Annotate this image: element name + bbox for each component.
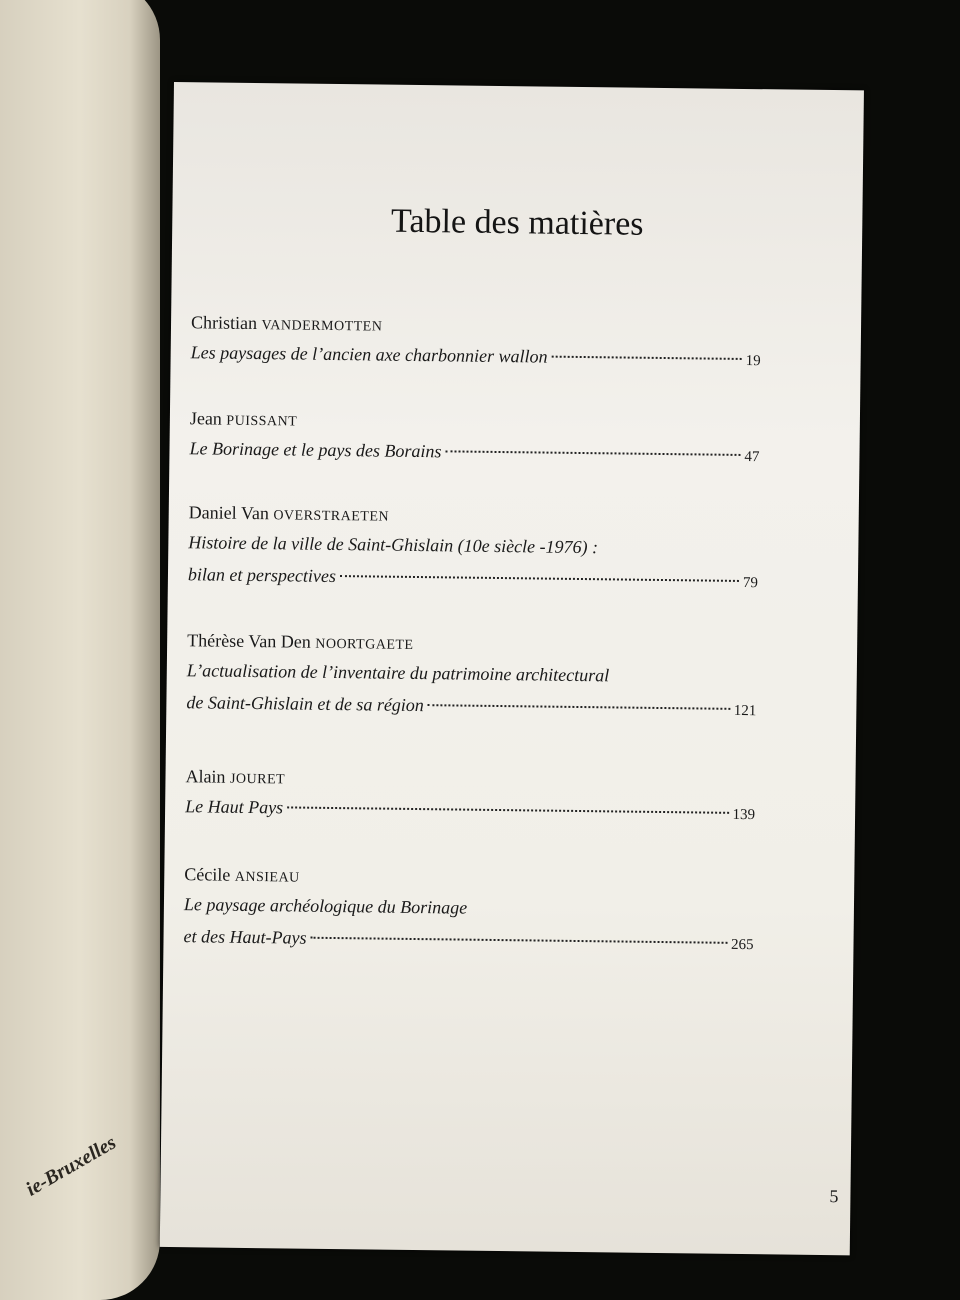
toc-entry bbox=[191, 308, 762, 375]
author-first-name: Christian bbox=[190, 312, 258, 334]
leader-dots bbox=[428, 704, 730, 710]
author-last-name: PUISSANT bbox=[226, 413, 298, 430]
left-page-stamp: ie-Bruxelles bbox=[22, 1131, 120, 1201]
toc-title-line bbox=[191, 336, 761, 375]
author-last-name: OVERSTRAETEN bbox=[273, 508, 390, 525]
author-first-name: Jean bbox=[189, 408, 222, 429]
author-last-name: ANSIEAU bbox=[234, 869, 300, 886]
page-ref: 79 bbox=[742, 574, 759, 592]
page-ref: 265 bbox=[730, 936, 754, 954]
toc-title-line bbox=[183, 920, 753, 959]
author-first-name: Alain bbox=[185, 766, 226, 787]
author-last-name: VANDERMOTTEN bbox=[261, 318, 383, 335]
page-number: 5 bbox=[829, 1186, 839, 1207]
leader-dots bbox=[445, 450, 740, 456]
toc-entry bbox=[189, 404, 760, 471]
chapter-title: Le Haut Pays bbox=[185, 796, 284, 818]
toc-entry bbox=[185, 762, 756, 829]
chapter-title: Le Borinage et le pays des Borains bbox=[189, 438, 442, 462]
author-first-name: Daniel Van bbox=[188, 502, 270, 524]
page-ref: 121 bbox=[733, 702, 757, 720]
chapter-title: L’actualisation de l’inventaire du patrimoine architectural bbox=[186, 660, 610, 686]
toc-title-line bbox=[185, 790, 755, 829]
leader-dots bbox=[287, 806, 728, 813]
toc-title-line bbox=[188, 558, 758, 597]
page-ref: 47 bbox=[744, 448, 760, 466]
chapter-title: de Saint-Ghislain et de sa région bbox=[186, 692, 425, 716]
toc-title-line bbox=[186, 686, 756, 725]
toc-entry bbox=[186, 626, 757, 725]
author-last-name: JOURET bbox=[229, 771, 286, 788]
leader-dots bbox=[311, 937, 728, 944]
author-first-name: Cécile bbox=[184, 864, 231, 885]
leader-dots bbox=[552, 356, 742, 360]
page-ref: 19 bbox=[745, 353, 761, 370]
toc-entry bbox=[188, 498, 759, 597]
leader-dots bbox=[340, 575, 739, 582]
chapter-title: bilan et perspectives bbox=[187, 564, 337, 587]
page-title: Table des matières bbox=[390, 202, 644, 243]
chapter-title: Le paysage archéologique du Borinage bbox=[183, 894, 468, 918]
document-page bbox=[160, 82, 864, 1255]
chapter-title: Histoire de la ville de Saint-Ghislain (10e siècle -1976) : bbox=[188, 532, 599, 558]
chapter-title: et des Haut-Pays bbox=[183, 926, 307, 948]
toc-entry bbox=[183, 860, 754, 959]
author-last-name: NOORTGAETE bbox=[315, 636, 414, 653]
facing-page bbox=[0, 0, 160, 1300]
chapter-title: Les paysages de l’ancien axe charbonnier wallon bbox=[190, 342, 548, 367]
author-first-name: Thérèse Van Den bbox=[187, 630, 311, 652]
toc-title-line bbox=[189, 432, 759, 471]
page-ref: 139 bbox=[732, 806, 756, 824]
